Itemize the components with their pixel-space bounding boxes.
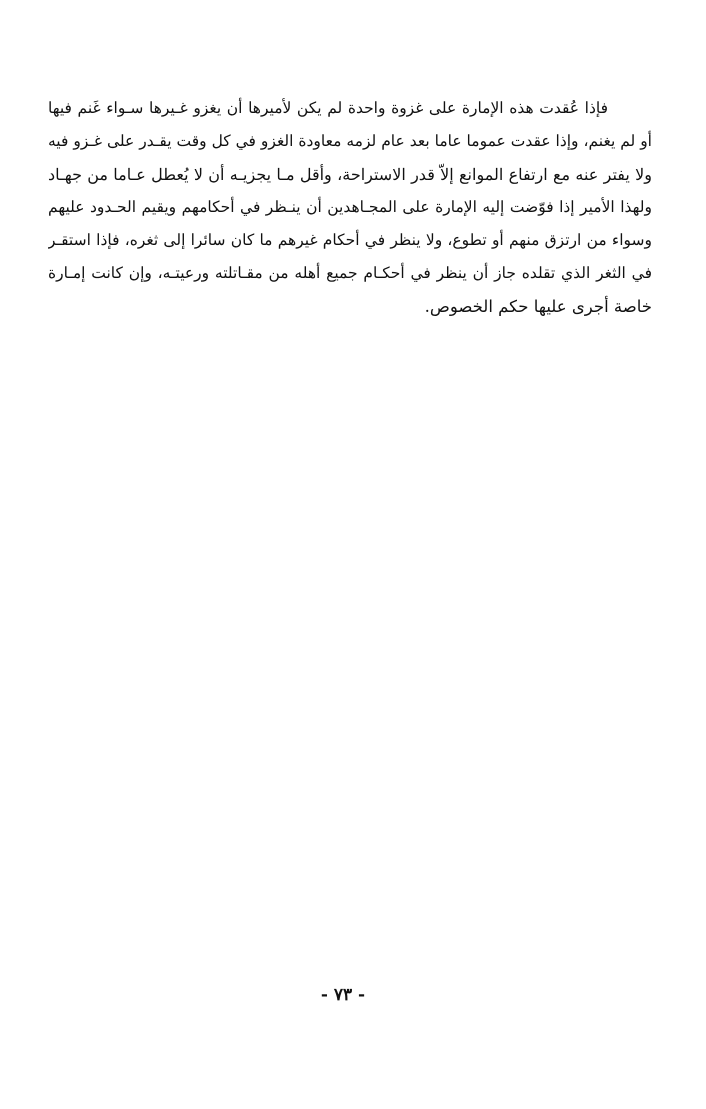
text-line: ولهذا الأمير إذا فوّضت إليه الإمارة على المجـاهدين أن ينـظر في أحكامهم ويقيم الحـدود عليهم bbox=[48, 198, 652, 216]
text-line: أو لم يغنم، وإذا عقدت عموما عاما بعد عام لزمه معاودة الغزو في كل وقت يقـدر على غـزو فيه bbox=[48, 132, 652, 150]
text-line: خاصة أجرى عليها حكم الخصوص. bbox=[424, 297, 652, 316]
page-number: - ٧٣ - bbox=[320, 985, 366, 1005]
text-line: في الثغر الذي تقلده جاز أن ينظر في أحكـام جميع أهله من مقـاتلته ورعيتـه، وإن كانت إمـارة bbox=[48, 264, 652, 282]
text-line: فإذا عُقدت هذه الإمارة على غزوة واحدة لم يكن لأميرها أن يغزو غـيرها سـواء غَنم فيها bbox=[48, 99, 608, 117]
text-line: وسواء من ارتزق منهم أو تطوع، ولا ينظر في أحكام غيرهم ما كان سائرا إلى ثغره، فإذا استقـر bbox=[48, 231, 652, 249]
body-text bbox=[48, 92, 652, 323]
text-line: ولا يفتر عنه مع ارتفاع الموانع إلاّ قدر الاستراحة، وأقل مـا يجزيـه أن لا يُعطل عـاما من جهـاد bbox=[48, 165, 652, 184]
